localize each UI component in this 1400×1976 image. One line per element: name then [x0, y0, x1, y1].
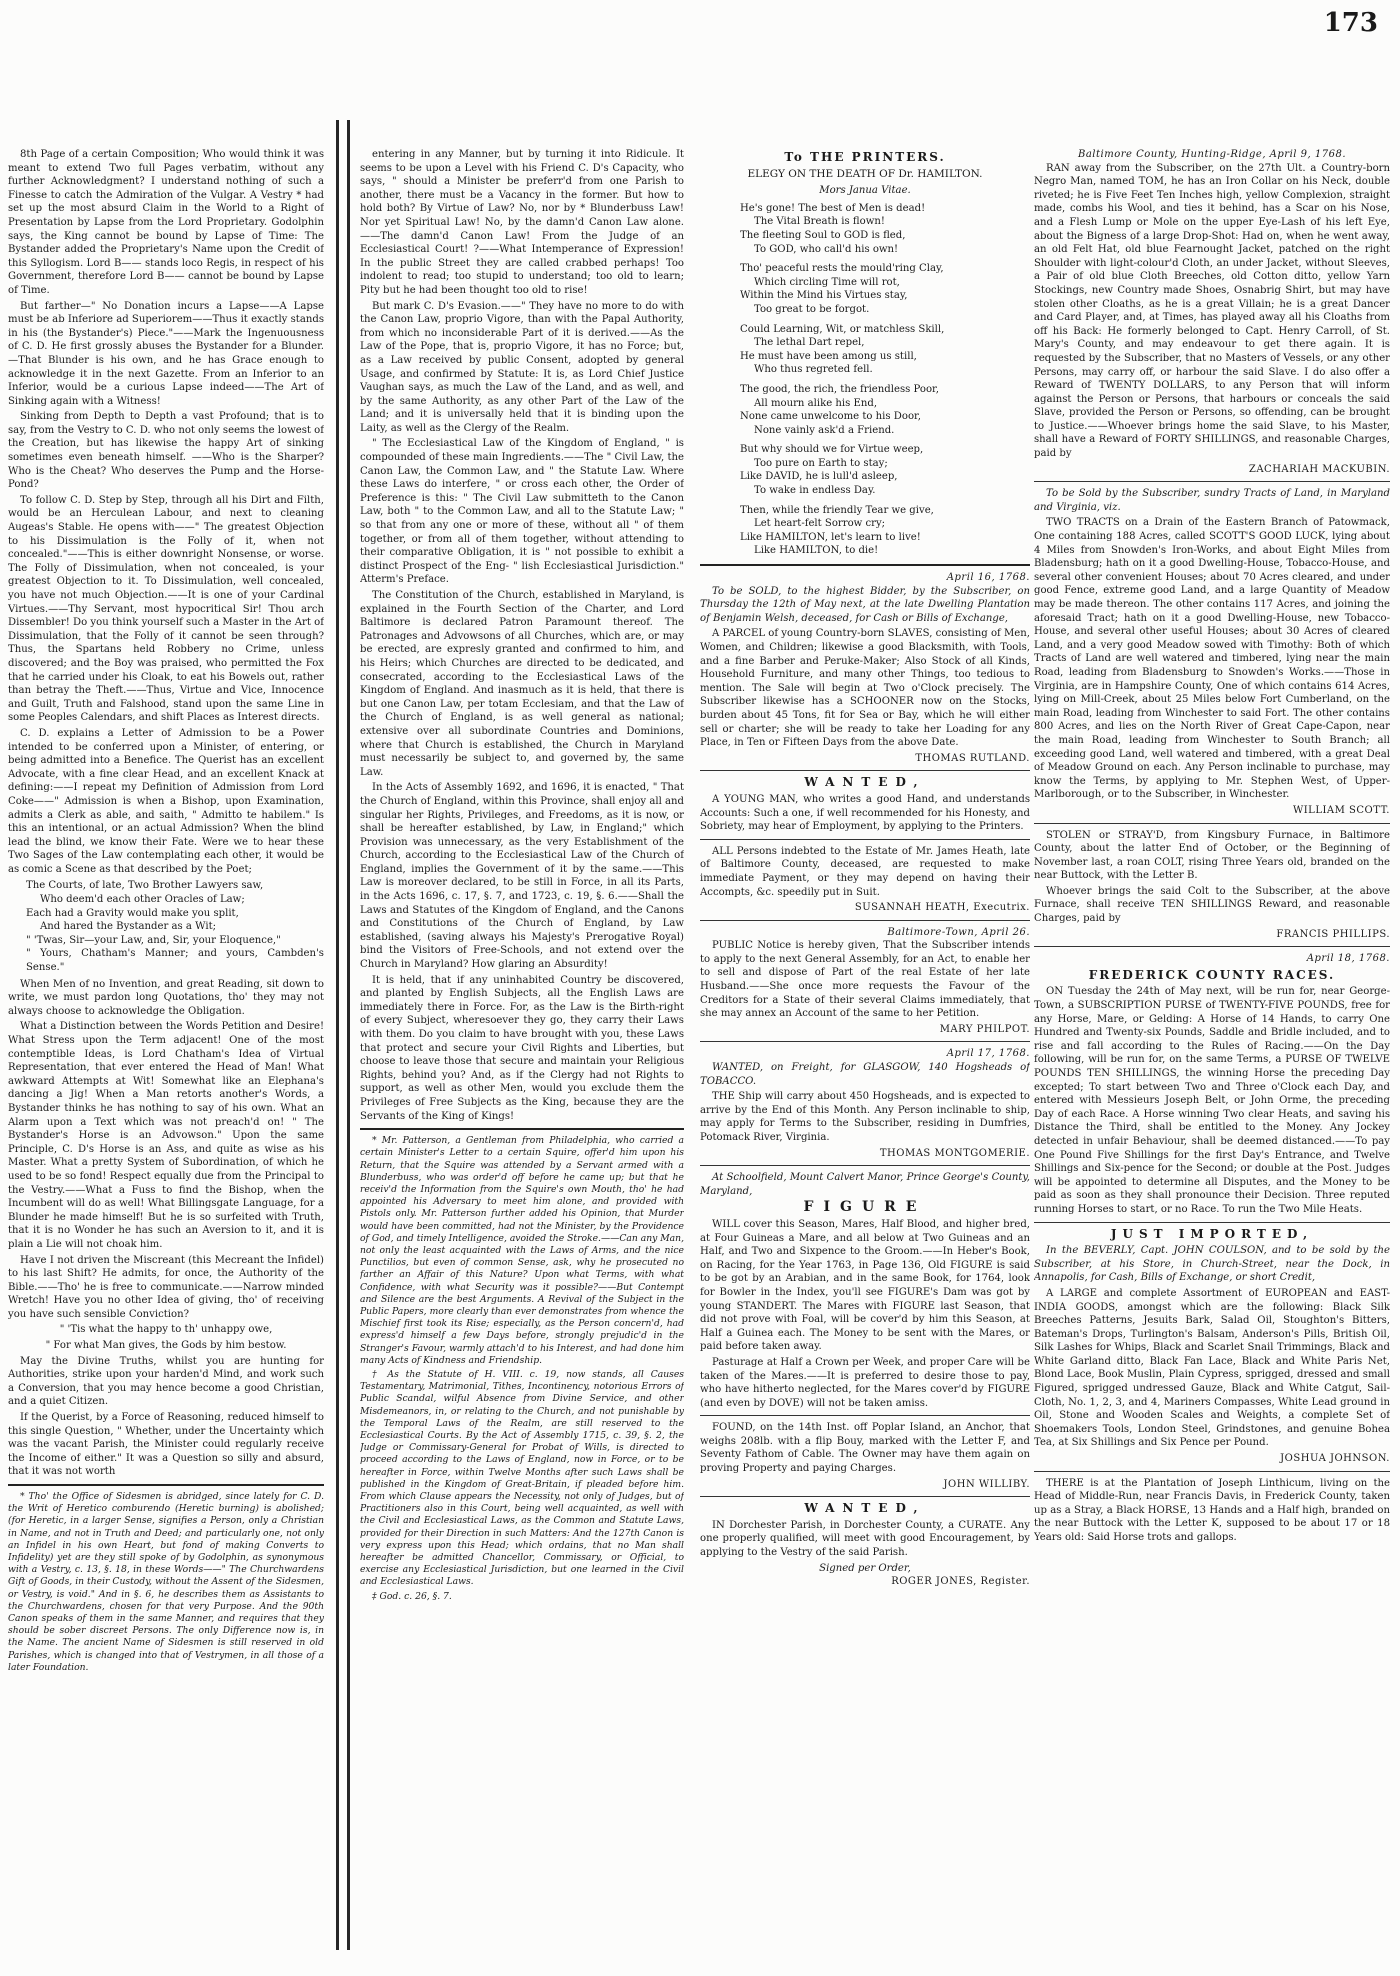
verse-line: He's gone! The best of Men is dead!	[740, 202, 926, 214]
rule	[1034, 823, 1390, 824]
col1-footnote: * Tho' the Office of Sidesmen is abridged, since lately for C. D. the Writ of Heretico comburendo (Heretic burning) is abolished; (for Heretic, in a larger Sense, signifies a Person, only a Christian in Name, and not in Truth and Deed; and particularly one, not only an Infidel in his own Heart, but fond of making Converts to Infidelity) yet are they still spoke of by Godolphin, as synonymous with a Vestry, c. 13, §. 18, in these Words——" The Churchwardens Gift of Goods, in their Custody, without the Assent of the Sidesmen, or Vestry, is void." And in §. 6, he describes them as Assistants to the Churchwardens, chosen for that very Purpose. And the 90th Canon speaks of them in the same Manner, and requires that they should be sober discreet Persons. The only Difference now is, in the Name. The ancient Name of Sidesmen is still reserved in old Parishes, which is changed into that of Vestrymen, in all those of a later Foundation.	[8, 1491, 324, 1673]
rule	[700, 1496, 1030, 1497]
rule	[700, 564, 1030, 566]
verse-line: Who deem'd each other Oracles of Law;	[40, 894, 245, 906]
tracts-heading: To be Sold by the Subscriber, sundry Tracts of Land, in Maryland and Virginia, viz.	[1034, 488, 1390, 513]
stanza	[740, 383, 1030, 437]
verse-line: Each had a Gravity would make you split,	[26, 907, 239, 919]
col2-footnote: ‡ God. c. 26, §. 7.	[372, 1590, 452, 1602]
verse-line: The Courts, of late, Two Brother Lawyers saw,	[26, 880, 264, 892]
figure-body: WILL cover this Season, Mares, Half Blood, and higher bred, at Four Guineas a Mare, and all below at Two Guineas and an Half, and Two and Sixpence to the Groom.——In Heber's Book, on Racing, for the Year 1763, in Page 136, Old FIGURE is said to be got by an Arabian, and in the same Book, for 1764, look for Bowler in the Index, you'll see FIGURE's Dam was got by young STANDERT. The Mares with FIGURE last Season, that did not prove with Foal, will be cover'd by him this Season, at Half a Guinea each. The Money to be sent with the Mares, or paid before taken away.	[700, 1218, 1030, 1353]
verse-line: He must have been among us still,	[740, 350, 917, 362]
runaway-signature: ZACHARIAH MACKUBIN.	[1248, 463, 1390, 475]
races-body: ON Tuesday the 24th of May next, will be run for, near George-Town, a SUBSCRIPTION PURSE of TWENTY-FIVE POUNDS, free for any Horse, Mare, or Gelding: A Horse of 14 Hands, to carry One Hundred and Twenty-six Pounds, Saddle and Bridle included, and to rise and fall according to the Rules of Racing.——On the Day following, will be run for, on the same Terms, a PURSE OF TWELVE POUNDS TEN SHILLINGS, the winning Horse the preceding Day excepted; To start between Two and Three o'Clock each Day, and entered with Messieurs Joseph Belt, or John Orme, the preceding Day of each Race. A Horse winning Two clear Heats, and saving his Distance the Third, shall be entitled to the Money. Any Jockey detected in unfair Behaviour, shall be deemed distanced.——To pay One Pound Five Shillings for the first Day's Entrance, and Twelve Shillings and Six-pence for the Second; or double at the Post. Judges will be appointed to determine all Disputes, and the Money to be paid as soon as they shall pronounce their Decision. Three reputed running Horses to start, or no Race. To run the Two Mile Heats.	[1034, 986, 1390, 1215]
col1-quote-line: " 'Tis what the happy to th' unhappy owe,	[59, 1324, 273, 1336]
elegy-verse	[700, 202, 1030, 558]
runaway-body: RAN away from the Subscriber, on the 27th Ult. a Country-born Negro Man, named TOM, he has an Iron Collar on his Neck, double riveted; he is Five Feet Ten Inches high, yellow Complexion, straight made, combs his Wool, and ties it behind, has a Scar on his Nose, and a Flesh Lump or Mole on the upper Eye-Lash of his left Eye, about the Bigness of a large Drop-Shot: Had on, when he went away, an old Felt Hat, old blue Fearnought Jacket, patched on the right Shoulder with light-colour'd Cloth, an under Jacket, without Sleeves, a Pair of old blue Cloth Breeches, old Cotton ditto, yellow Yarn Stockings, new Country made Shoes, Osnabrig Shirt, but may have stolen other Cloaths, as he is a great Villain; he is a great Dancer and Card Player, and, at Times, has played away all his Cloaths from off his Back: He formerly belonged to Capt. Henry Carroll, of St. Mary's County, and may endeavour to get there again. It is requested by the Subscriber, that no Masters of Vessels, or any other Persons, may carry off, or harbour the said Slave. I do also offer a Reward of TWENTY DOLLARS, to any Person that will inform against the Person or Persons, that harbours or conceals the said Slave, provided the Person or Persons, so offending, can be brought to Justice.——Whoever brings home the said Slave, to his Master, shall have a Reward of FORTY SHILLINGS, and reasonable Charges, paid by	[1034, 162, 1390, 460]
rule	[1034, 946, 1390, 947]
elegy-title: ELEGY ON THE DEATH OF Dr. HAMILTON.	[747, 167, 983, 180]
verse-line: Like HAMILTON, let's learn to live!	[740, 531, 921, 543]
rule	[1034, 481, 1390, 482]
stolen-signature: FRANCIS PHILLIPS.	[1276, 928, 1390, 940]
sale-signature: THOMAS RUTLAND.	[915, 752, 1030, 764]
verse-line: The Vital Breath is flown!	[754, 216, 885, 228]
figure-place: At Schoolfield, Mount Calvert Manor, Prince George's County, Maryland,	[700, 1172, 1030, 1197]
elegy-motto: Mors Janua Vitae.	[819, 185, 911, 197]
col1-paragraph: What a Distinction between the Words Petition and Desire! What Stress upon the Term adjacent! One of the most contemptible Ideas, is Lord Chatham's Idea of Virtual Representation, that ever entered the Head of Man! What awkward Attempts at Wit! Somewhat like an Elephana's dancing a Jig! When a Man retorts another's Words, a Bystander thinks he has nothing to say of his own. What an Alarm upon a Text which was not preach'd on! " The Bystander's Horse is an Advowson." Upon the same Principle, C. D's Horse is an Ass, and quite as wise as his Master. What a pretty System of Subordination, of which he used to be so fond! Respect equally due from the Principal to the Vestry.——What a Fuss to find the Bishop, when the Incumbent will do as well! What Billingsgate Language, for a Blunder he made himself! But he is so surfeited with Truth, that it is no Wonder he has such an Aversion to it, and it is plain a Lie will not choak him.	[8, 1021, 324, 1250]
rule	[700, 839, 1030, 840]
verse-line: None came unwelcome to his Door,	[740, 411, 921, 423]
verse-line: And hared the Bystander as a Wit;	[40, 921, 217, 933]
col2-footnote: * Mr. Patterson, a Gentleman from Philadelphia, who carried a certain Minister's Letter to a certain Squire, offer'd him upon his Return, that the Squire was attended by a Servant armed with a Blunderbuss, who was order'd off before he came up; but that he receiv'd the Information from the Squire's own Mouth, tho' he had appointed his Adversary to meet him alone, and provided with Pistols only. Mr. Patterson further added his Opinion, that Murder would have been committed, had not the Minister, by the Providence of God, and timely Intelligence, avoided the Stroke.——Can any Man, not only the least acquainted with the Laws of Arms, and the nice Punctilios, but even of common Sense, ask, why he prosecuted no farther an Affair of this Nature? Upon what Terms, with what Confidence, with what Security was it possible?——But Contempt and Silence are the best Arguments. A Revival of the Subject in the Public Papers, more clearly than ever demonstrates from whence the Mischief first took its Rise; especially, as the Person concern'd, had express'd himself a few Days before, strongly prejudic'd in the Stranger's Favour, warmly attach'd to his Interest, and had done him many Acts of Kindness and Friendship.	[360, 1135, 684, 1366]
found-signature: JOHN WILLIBY.	[943, 1478, 1030, 1490]
stanza	[740, 504, 1030, 558]
verse-line: Tho' peaceful rests the mould'ring Clay,	[740, 263, 944, 275]
col1-paragraph: May the Divine Truths, whilst you are hunting for Authorities, strike upon your harden'd Mind, and work such a Conversion, that you may hence become a good Christian, and a quiet Citizen.	[8, 1355, 324, 1408]
curate-body: IN Dorchester Parish, in Dorchester County, a CURATE. Any one properly qualified, will meet with good Encouragement, by applying to the Vestry of the said Parish.	[700, 1519, 1030, 1559]
column-2	[360, 148, 684, 1938]
tracts-signature: WILLIAM SCOTT.	[1292, 804, 1390, 816]
rule	[700, 1041, 1030, 1042]
sale-date: April 16, 1768.	[946, 572, 1030, 584]
stanza	[740, 262, 1030, 316]
philpot-signature: MARY PHILPOT.	[939, 1023, 1030, 1035]
column-gutter-left	[336, 120, 339, 1950]
tobacco-date: April 17, 1768.	[946, 1048, 1030, 1060]
verse-line: The lethal Dart repel,	[754, 337, 865, 349]
rule	[1034, 1471, 1390, 1472]
col1-paragraph: C. D. explains a Letter of Admission to be a Power intended to be conferred upon a Minister, of entering, or being admitted into a Benefice. The Querist has an excellent Advocate, with a fine clear Head, and an excellent Knack at defining:——I repeat my Definition of Admission from Lord Coke——" Admission is when a Bishop, upon Examination, admits a Clerk as able, and saith, " Admitto te habilem." Is this an intentional, or an actual Admission? When the blind lead the blind, we know their Fate. Were we to hear these Two Sages of the Law contemplating each other, it would be as comic a Scene as that described by the Poet;	[8, 727, 324, 875]
col2-footnote: † As the Statute of H. VIII. c. 19, now stands, all Causes Testamentary, Matrimonial, Tithes, Incontinency, notorious Errors of Public Scandal, wilful Absence from Divine Service, and other Misdemeanors, in, or relating to the Church, and not punishable by the Temporal Laws of the Realm, are still reserved to the Ecclesiastical Courts. By the Act of Assembly 1715, c. 39, §. 2, the Judge or Commissary-General for Probat of Wills, is directed to proceed according to the Laws of England, now in Force, or to be hereafter in Force, within Twelve Months after such Laws shall be published in the Kingdom of Great-Britain, if pleaded before him. From which Clause appears the Necessity, not only of Judges, but of Practitioners also in this Court, being well acquainted, as well with the Civil and Ecclesiastical Laws, as the Common and Statute Laws, provided for their Direction in such Matters: And the 127th Canon is very express upon this Head; which ordains, that no Man shall hereafter be admitted Chancellor, Commissary, or Official, to exercise any Ecclesiastical Jurisdiction, but one learned in the Civil and Ecclesiastical Laws.	[360, 1369, 684, 1588]
verse-line: None vainly ask'd a Friend.	[754, 424, 895, 436]
verse-line: The fleeting Soul to GOD is fled,	[740, 229, 906, 241]
rule	[700, 1415, 1030, 1416]
stanza	[740, 323, 1030, 377]
verse-line: But why should we for Virtue weep,	[740, 444, 924, 456]
stray-body: THERE is at the Plantation of Joseph Linthicum, living on the Head of Middle-Run, near Francis Davis, in Frederick County, taken up as a Stray, a Black HORSE, 13 Hands and a Half high, branded on the near Buttock with the Letter K, supposed to be about 17 or 18 Years old: Said Horse trots and gallops.	[1034, 1477, 1390, 1543]
heath-signature: SUSANNAH HEATH, Executrix.	[854, 902, 1030, 914]
column-3	[700, 148, 1030, 1938]
col1-quote-line: " For what Man gives, the Gods by him bestow.	[45, 1340, 287, 1352]
verse-line: " 'Twas, Sir—your Law, and, Sir, your Eloquence,"	[26, 934, 281, 946]
verse-line: Like DAVID, he is lull'd asleep,	[740, 471, 898, 483]
verse-line: Too pure on Earth to stay;	[754, 457, 888, 469]
curate-signed: Signed per Order,	[819, 1562, 911, 1574]
stolen-body: STOLEN or STRAY'D, from Kingsbury Furnace, in Baltimore County, about the latter End of October, or the Beginning of November last, a roan COLT, rising Three Years old, branded on the near Buttock, with the Letter B.	[1034, 829, 1390, 882]
col2-paragraph: entering in any Manner, but by turning it into Ridicule. It seems to be upon a Level with his Friend C. D's Capacity, who says, " should a Minister be preferr'd from one Parish to another, there must be a Vacancy in the former. But how to hold both? By Virtue of Law? No, nor by * Blunderbuss Law! Nor yet Spiritual Law! No, by the damn'd Canon Law alone.——The damn'd Canon Law! From the Judge of an Ecclesiastical Court! ?——What Intemperance of Expression! In the public Street they are called crabbed perhaps! Too indolent to read; too stupid to understand; too old to learn; Pity but he had been thought too old to rise!	[360, 149, 684, 296]
rule	[700, 1165, 1030, 1166]
col2-paragraph: The Constitution of the Church, established in Maryland, is explained in the Fourth Section of the Charter, and Lord Baltimore is declared Patron Paramount thereof. The Patronages and Advowsons of all Churches, which are, or may be erected, are expresly granted and confirmed to him, and his Heirs; which Churches are directed to be dedicated, and consecrated, according to the Ecclesiastical Laws of the Kingdom of England. And inasmuch as it is held, that there is but one Canon Law, per totam Ecclesiam, and that the Law of the Church of England, is as well general as national; extensive over all subordinate Countries and Dominions, where that Church is established, the Church in Maryland must necessarily be subject to, and governed by, the same Law.	[360, 590, 684, 778]
col2-paragraph: It is held, that if any uninhabited Country be discovered, and planted by English Subjects, all the English Laws are immediately there in Force. For, as the Law is the Birth-right of every Subject, wheresoever they go, they carry their Laws with them. Do you claim to have brought with you, these Laws that protect and secure your Civil Rights and Liberties, but choose to leave those that secure and maintain your Religious Rights, behind you? And, as if the Clergy had not Rights to support, as well as other Men, would you exclude them the Privileges of Free Subjects as the King, because they are the Servants of the King of Kings!	[360, 974, 684, 1122]
col2-paragraph: In the Acts of Assembly 1692, and 1696, it is enacted, " That the Church of England, within this Province, shall enjoy all and singular her Rights, Privileges, and Freedoms, as it is now, or shall be hereafter established, by Law, in England;" which Provision was unnecessary, as the very Establishment of the Church, according to the Ecclesiastical Law of the Church of England, implies the Government of it by the same.——This Law is moreover declared, to be still in Force, in all its Parts, in the Acts 1696, c. 17, §. 7, and 1723, c. 19, §. 6.——Shall the Laws and Statutes of the Kingdom of England, and the Canons and Constitutions of the Church of England, by Law established, (saving always his Majesty's Prerogative Royal) bind the Visitors of Free-Schools, and not extend over the Church in Maryland? How glaring an Absurdity!	[360, 782, 684, 971]
tobacco-body: THE Ship will carry about 450 Hogsheads, and is expected to arrive by the End of this Month. Any Person inclinable to ship, may apply for Terms to the Subscriber, residing in Dumfries, Potomack River, Virginia.	[700, 1091, 1030, 1143]
verse-line: Like HAMILTON, to die!	[754, 545, 879, 557]
verse-line: Could Learning, Wit, or matchless Skill,	[740, 323, 945, 335]
col2-paragraph: " The Ecclesiastical Law of the Kingdom of England, " is compounded of these main Ingredients.——The " Civil Law, the Canon Law, the Common Law, and " the Statute Law. Where these Laws do interfere, " or cross each other, the Order of Preference is this: " The Civil Law submitteth to the Canon Law, both " to the Common Law, and all to the Statute Law; " so that from any one or more of these, without all " of them together, or from all of them together, without attending to their comparative Obligation, it is " not possible to exhibit a distinct Prospect of the Eng- " lish Ecclesiastical Jurisdiction." Atterm's Preface.	[360, 438, 684, 586]
stanza	[740, 202, 1030, 256]
verse-line: To GOD, who call'd his own!	[754, 243, 899, 255]
tobacco-signature: THOMAS MONTGOMERIE.	[879, 1147, 1030, 1159]
philpot-body: PUBLIC Notice is hereby given, That the Subscriber intends to apply to the next General Assembly, for an Act, to enable her to sell and dispose of Part of the real Estate of her late Husband.——She once more requests the Favour of the Creditors for a State of their several Claims immediately, that she may annex an Account of the same to her Petition.	[700, 940, 1030, 1020]
column-4	[1034, 148, 1390, 1938]
column-gutter-left-inner	[347, 120, 350, 1950]
stanza	[740, 443, 1030, 497]
imported-signature: JOSHUA JOHNSON.	[1280, 1453, 1390, 1465]
verse-line: The good, the rich, the friendless Poor,	[740, 383, 939, 395]
curate-signature: ROGER JONES, Register.	[891, 1576, 1030, 1588]
verse-line: All mourn alike his End,	[754, 397, 878, 409]
tracts-body: TWO TRACTS on a Drain of the Eastern Branch of Patowmack, One containing 188 Acres, called SCOTT'S GOOD LUCK, lying about 4 Miles from Snowden's Iron-Works, and about Eight Miles from Bladensburg; hath on it a good Dwelling-House, Tobacco-House, and several other convenient Houses; about 70 Acres cleared, and under good Fence, extreme good Land, and a large Quantity of Meadow may be made thereon. The other contains 117 Acres, and joining the aforesaid Tract; hath on it a good Dwelling-House, new Tobacco-House, and several other useful Houses; about 30 Acres of cleared Land, and a very good Meadow sowed with Timothy: Both of which Tracts of Land are well watered and timbered, lying near the main Road, leading from Bladensburg to Snowden's Works.——Those in Virginia, are in Hampshire County, One of which contains 614 Acres, lying on Mill-Creek, about 25 Miles below Fort Cumberland, on the main Road, leading from Winchester to said Fort. The other contains 800 Acres, and lies on the North River of Great Cape-Capon, near the main Road, leading from Winchester to South Branch; all exceeding good Land, well watered and timbered, with a great Deal of Meadow Ground on each. Any Person inclinable to purchase, may know the Terms, by applying to Mr. Stephen West, of Upper-Marlborough, or to the Subscriber, in Winchester.	[1034, 517, 1390, 801]
rule	[360, 1128, 684, 1130]
verse-line: Too great to be forgot.	[754, 303, 870, 315]
sale-heading: To be SOLD, to the highest Bidder, by the Subscriber, on Thursday the 12th of May next, at the late Dwelling Plantation of Benjamin Welsh, deceased, for Cash or Bills of Exchange,	[700, 585, 1030, 624]
rule	[700, 920, 1030, 921]
philpot-date: Baltimore-Town, April 26.	[887, 926, 1030, 938]
curate-heading: WANTED,	[804, 1501, 926, 1516]
col1-paragraph: Have I not driven the Miscreant (this Mecreant the Infidel) to his last Shift? He admits, for once, the Authority of the Bible.——Tho' he is free to communicate.——Narrow minded Wretch! Have you no other Idea of giving, tho' of receiving you have such sensible Conviction?	[8, 1254, 324, 1320]
page-number: 173	[1323, 8, 1378, 38]
sale-body: A PARCEL of young Country-born SLAVES, consisting of Men, Women, and Children; likewise a good Blacksmith, with Tools, and a fine Barber and Peruke-Maker; Also Stock of all Kinds, Household Furniture, and many other Things, too tedious to mention. The Sale will begin at Two o'Clock precisely. The Subscriber likewise has a SCHOONER now on the Stocks, burden about 45 Tons, fit for Sea or Bay, which he will either sell or charter; she will be ready to take her Loading for any Place, in Ten or Fifteen Days from the above Date.	[700, 628, 1030, 749]
wanted-heading: WANTED,	[804, 775, 926, 790]
col1-paragraph: When Men of no Invention, and great Reading, sit down to write, we must pardon long Quotations, tho' they may not always choose to acknowledge the Obligation.	[8, 978, 324, 1017]
imported-subheading: In the BEVERLY, Capt. JOHN COULSON, and to be sold by the Subscriber, at his Store, in Church-Street, near the Dock, in Annapolis, for Cash, Bills of Exchange, or short Credit,	[1034, 1245, 1390, 1284]
col1-paragraph: But farther—" No Donation incurs a Lapse——A Lapse must be ab Inferiore ad Superiorem——Thus it exactly stands in his (the Bystander's) Piece."——Mark the Ingenuousness of C. D. He first grossly abuses the Bystander for a Blunder.—That Blunder is his own, and he has Grace enough to acknowledge it in the next Gazette. From an Inferior to an Inferior, would be a curious Lapse indeed——The Art of Sinking again with a Witness!	[8, 300, 324, 407]
races-date: April 18, 1768.	[1306, 953, 1390, 965]
col2-paragraph: But mark C. D's Evasion.——" They have no more to do with the Canon Law, proprio Vigore, than with the Papal Authority, from which no inconsiderable Part of it is derived.——As the Law of the Pope, that is, proprio Vigore, it has no Force; but, as a Law received by public Consent, adopted by general Usage, and confirmed by Statute: It is, as Lord Chief Justice Vaughan says, as much the Law of the Land, and as well, and by the same Authority, as any other Part of the Law of the Land; and it is universally held that it is binding upon the Laity, as well as the Clergy of the Realm.	[360, 300, 684, 434]
verse-line: To wake in endless Day.	[754, 485, 876, 497]
rule	[700, 770, 1030, 771]
heath-body: ALL Persons indebted to the Estate of Mr. James Heath, late of Baltimore County, deceased, are requested to make immediate Payment, or they may depend on having their Accompts, &c. speedily put in Suit.	[700, 845, 1030, 898]
found-body: FOUND, on the 14th Inst. off Poplar Island, an Anchor, that weighs 208lb. with a flip Bouy, marked with the Letter F, and Seventy Fathom of Cable. The Owner may have them again on proving Property and paying Charges.	[700, 1422, 1030, 1475]
verse-line: Within the Mind his Virtues stay,	[740, 290, 908, 302]
tobacco-heading: WANTED, on Freight, for GLASGOW, 140 Hogsheads of TOBACCO.	[700, 1062, 1030, 1087]
column-1	[8, 148, 324, 1938]
verse-line: Let heart-felt Sorrow cry;	[754, 518, 886, 530]
verse-line: Then, while the friendly Tear we give,	[740, 504, 934, 516]
figure-heading: FIGURE	[803, 1199, 927, 1216]
col1-paragraph: Sinking from Depth to Depth a vast Profound; that is to say, from the Vestry to C. D. who not only seems the lowest of the Creation, but has likewise the happy Art of sinking sometimes even beneath himself. ——Who is the Sharper? Who is the Cheat? Who deserves the Pump and the Horse-Pond?	[8, 411, 324, 491]
wanted-body: A YOUNG MAN, who writes a good Hand, and understands Accounts: Such a one, if well recommended for his Honesty, and Sobriety, may hear of Employment, by applying to the Printers.	[700, 793, 1030, 833]
verse-line: " Yours, Chatham's Manner; and yours, Cambden's Sense."	[26, 948, 324, 974]
rule	[1034, 1222, 1390, 1223]
verse-line: Who thus regreted fell.	[754, 364, 873, 376]
runaway-heading: Baltimore County, Hunting-Ridge, April 9, 1768.	[1077, 149, 1347, 160]
col1-paragraph: To follow C. D. Step by Step, through all his Dirt and Filth, would be an Herculean Labour, and next to cleaning Augeas's Stable. He opens with——" The greatest Objection to his Dissimulation is the Folly of it, when not concealed."——This is either downright Nonsense, or worse. The Folly of Dissimulation, when not concealed, is your greatest Objection to it. To Dissimulation, well concealed, you have not much Objection.——It is one of your Cardinal Virtues.——Thy Servant, most hypocritical Sir! Thou arch Dissembler! Do you think yourself such a Master in the Art of Dissimulation, that the Folly of it cannot be seen through? Thus, the Spartans held Robbery no Crime, unless discovered; and the Boy was praised, who permitted the Fox that he carried under his Cloak, to eat his Bowels out, rather than betray the Theft.——Thus, Virtue and Vice, Innocence and Guilt, Truth and Falshood, stand upon the same Line in some Peoples Calendars, and shift Places as Interest directs.	[8, 494, 324, 724]
printers-heading: To THE PRINTERS.	[784, 150, 946, 164]
col1-verse	[26, 879, 324, 974]
rule	[8, 1484, 324, 1486]
races-heading: FREDERICK COUNTY RACES.	[1088, 967, 1336, 982]
col1-paragraph: If the Querist, by a Force of Reasoning, reduced himself to this single Question, " Whether, under the Uncertainty which was the vacant Parish, the Minister could regularly receive the Income of either." It was a Question so silly and absurd, that it was not worth	[8, 1412, 324, 1478]
verse-line: Which circling Time will rot,	[754, 276, 900, 288]
col1-paragraph: 8th Page of a certain Composition; Who would think it was meant to extend Two full Pages verbatim, without any further Acknowledgment? I understand nothing of such a Finesse to catch the Admiration of the Vulgar. A Vestry * had set up the most absurd Claim in the World to a Right of Presentation by Lapse from the Lord Proprietary. Godolphin says, the King cannot be bound by Lapse of Time: The Bystander added the Proprietary's Name upon the Credit of this Syllogism. Lord B—— stands loco Regis, in respect of his Government, therefore Lord B—— cannot be bound by Lapse of Time.	[8, 149, 324, 296]
imported-body: A LARGE and complete Assortment of EUROPEAN and EAST-INDIA GOODS, amongst which are the following: Black Silk Breeches Patterns, Jesuits Bark, Salad Oil, Stoughton's Bitters, Bateman's Drops, Turlington's Balsam, Anderson's Pills, British Oil, Silk Lashes for Whips, Black and Scarlet Snail Trimmings, Black and White Garland ditto, Black Fan Lace, Black and White Paris Net, Blond Lace, Book Muslin, Plain Cypress, sprigged, dressed and small Figured, sprigged undressed Gauze, Black and White Catgut, Sail-Cloth, No. 1, 2, 3, and 4, Mariners Compasses, White Lead ground in Oil, Stone and Wooden Scales and Weights, a complete Set of Shoemakers Tools, London Steel, Grindstones, and genuine Bohea Tea, at Six Shillings and Six Pence per Pound.	[1034, 1287, 1390, 1449]
stolen-body-2: Whoever brings the said Colt to the Subscriber, at the above Furnace, shall receive TEN SHILLINGS Reward, and reasonable Charges, paid by	[1034, 885, 1390, 925]
figure-body-2: Pasturage at Half a Crown per Week, and proper Care will be taken of the Mares.——It is preferred to desire those to pay, who have hitherto neglected, for the Mares cover'd by FIGURE (and even by DOVE) will not be taken amiss.	[700, 1356, 1030, 1409]
imported-heading: JUST IMPORTED,	[1110, 1226, 1314, 1241]
